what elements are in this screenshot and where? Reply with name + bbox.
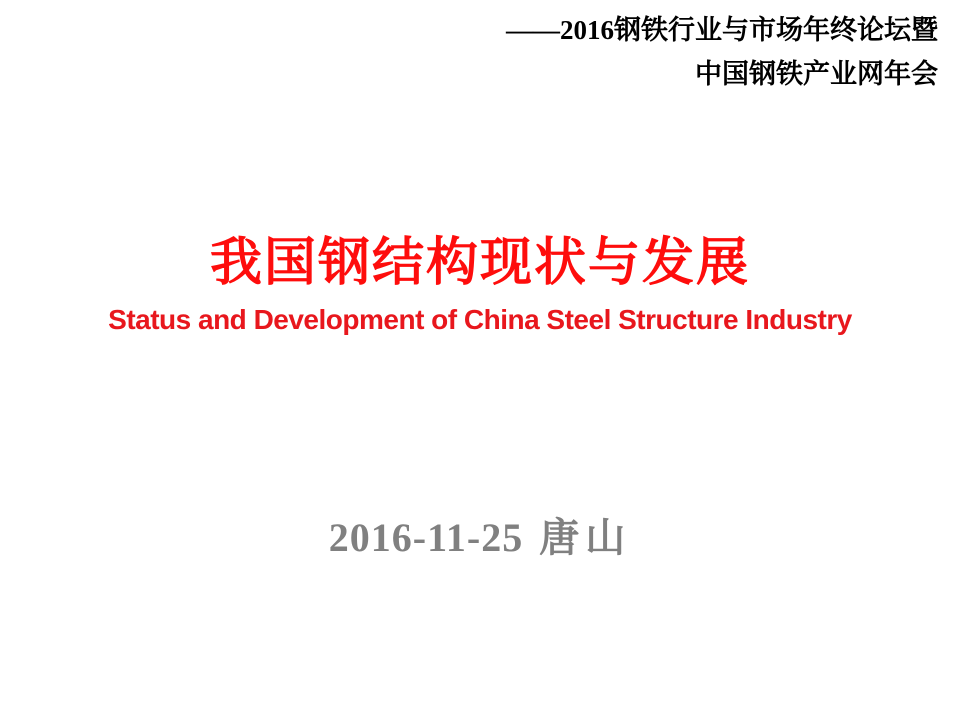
slide-title-chinese: 我国钢结构现状与发展 [209, 235, 750, 292]
presentation-location: 唐山 [539, 515, 632, 560]
conference-header-line-2: 中国钢铁产业网年会 [695, 59, 938, 89]
presentation-date: 2016-11-25 [328, 515, 524, 560]
conference-header [506, 8, 938, 96]
title-block [0, 230, 960, 336]
slide-title-english: Status and Development of China Steel Structure Industry [108, 303, 852, 335]
conference-header-line-1: ——2016钢铁行业与市场年终论坛暨 [506, 15, 938, 45]
date-location-line [0, 506, 960, 563]
